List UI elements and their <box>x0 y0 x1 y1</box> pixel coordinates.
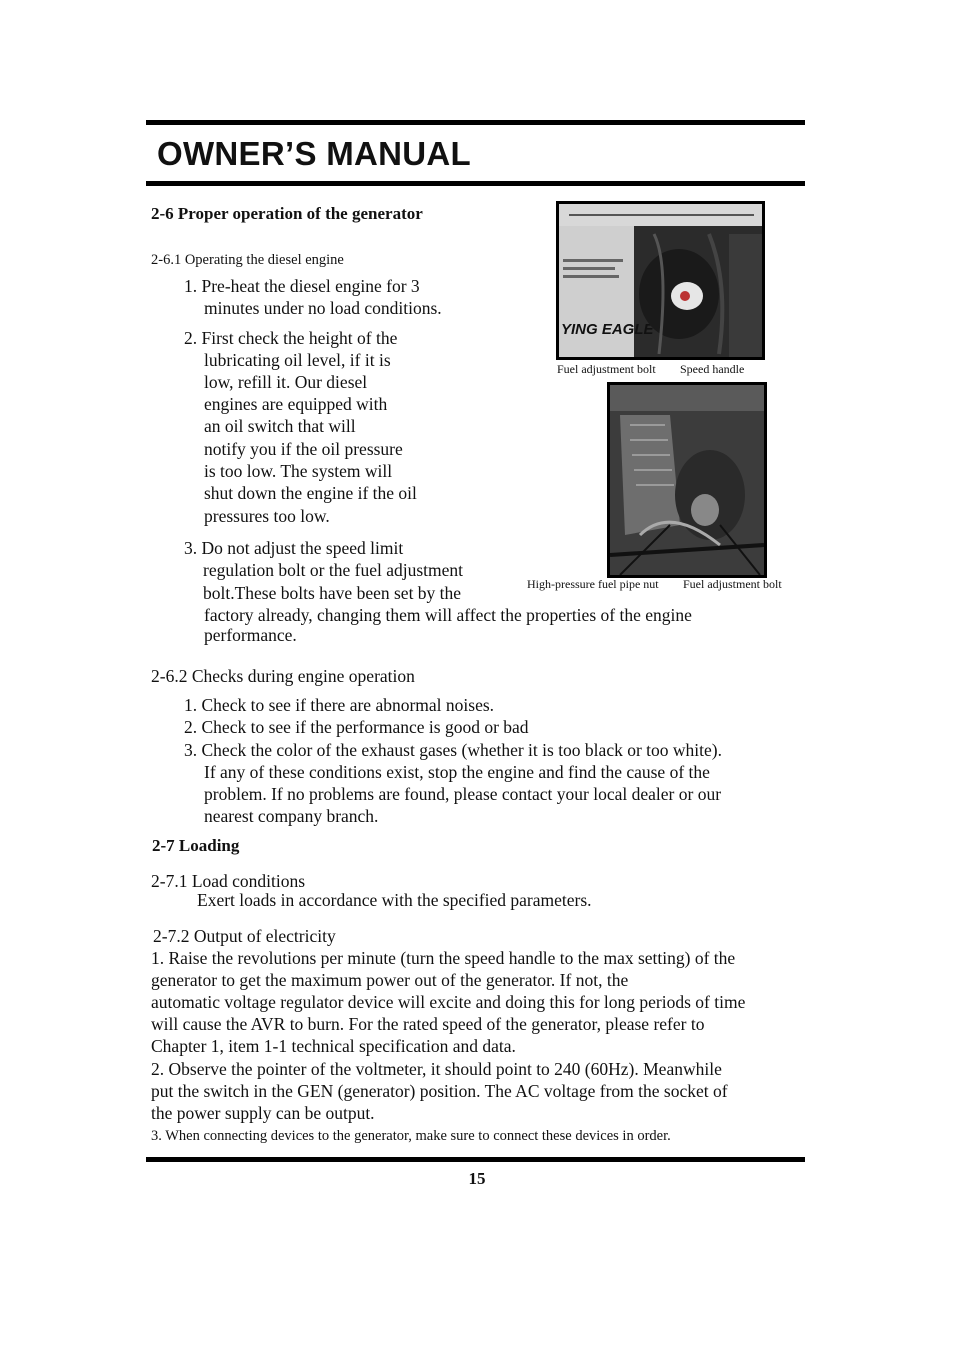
subsection-heading-2-6-1: 2-6.1 Operating the diesel engine <box>151 252 344 268</box>
photo-caption: Speed handle <box>680 362 745 376</box>
list-item: 1. Check to see if there are abnormal noises. <box>184 695 495 715</box>
list-item: engines are equipped with <box>204 394 388 414</box>
list-item: performance. <box>204 625 297 645</box>
paragraph-line: 2. Observe the pointer of the voltmeter, it should point to 240 (60Hz). Meanwhile <box>151 1059 722 1079</box>
paragraph-line: 1. Raise the revolutions per minute (turn the speed handle to the max setting) of the <box>151 948 736 968</box>
section-heading-2-7: 2-7 Loading <box>152 836 240 855</box>
section-heading-2-6: 2-6 Proper operation of the generator <box>151 204 423 223</box>
photo-caption: Fuel adjustment bolt <box>683 577 782 591</box>
list-item: is too low. The system will <box>204 461 393 481</box>
svg-text:YING EAGLE: YING EAGLE <box>561 321 654 338</box>
list-item: problem. If no problems are found, please contact your local dealer or our <box>204 784 722 804</box>
photo-caption: Fuel adjustment bolt <box>557 362 656 376</box>
list-item: an oil switch that will <box>204 416 356 436</box>
list-item: notify you if the oil pressure <box>204 439 403 459</box>
subsection-heading-2-7-1: 2-7.1 Load conditions <box>151 871 306 891</box>
paragraph-line: generator to get the maximum power out of the generator. If not, the <box>151 970 629 990</box>
list-item: regulation bolt or the fuel adjustment <box>203 560 464 580</box>
list-item: bolt.These bolts have been set by the <box>203 583 462 603</box>
top-rule <box>146 120 805 125</box>
engine-photo-bottom-image <box>610 385 764 575</box>
paragraph-line: automatic voltage regulator device will excite and doing this for long periods of time <box>151 992 746 1012</box>
list-item: factory already, changing them will affect the properties of the engine <box>204 605 692 625</box>
list-item: If any of these conditions exist, stop the engine and find the cause of the <box>204 762 710 782</box>
list-item: lubricating oil level, if it is <box>204 350 391 370</box>
header-rule <box>146 181 805 186</box>
list-item: nearest company branch. <box>204 806 379 826</box>
paragraph: Exert loads in accordance with the specified parameters. <box>197 890 592 910</box>
photo-caption: High-pressure fuel pipe nut <box>527 577 659 591</box>
subsection-heading-2-7-2: 2-7.2 Output of electricity <box>153 926 336 946</box>
list-item: 1. Pre-heat the diesel engine for 3 <box>184 276 420 296</box>
paragraph-line: put the switch in the GEN (generator) position. The AC voltage from the socket of <box>151 1081 728 1101</box>
subsection-heading-2-6-2: 2-6.2 Checks during engine operation <box>151 666 415 686</box>
list-item: 3. Check the color of the exhaust gases (whether it is too black or too white). <box>184 740 722 760</box>
list-item: 2. Check to see if the performance is good or bad <box>184 717 529 737</box>
paragraph-line: Chapter 1, item 1-1 technical specification and data. <box>151 1036 516 1056</box>
engine-photo-top-image <box>559 204 762 357</box>
list-item: 3. Do not adjust the speed limit <box>184 538 404 558</box>
paragraph-line: the power supply can be output. <box>151 1103 375 1123</box>
engine-photo-top <box>556 201 765 360</box>
engine-photo-bottom <box>607 382 767 578</box>
page-number: 15 <box>468 1169 486 1188</box>
list-item: shut down the engine if the oil <box>204 483 417 503</box>
footer-rule <box>146 1157 805 1162</box>
page-title: OWNER’S MANUAL <box>157 135 472 172</box>
list-item: low, refill it. Our diesel <box>204 372 368 392</box>
list-item: pressures too low. <box>204 506 330 526</box>
list-item: minutes under no load conditions. <box>204 298 442 318</box>
list-item: 2. First check the height of the <box>184 328 398 348</box>
paragraph-line-small: 3. When connecting devices to the generator, make sure to connect these devices in order. <box>151 1128 671 1144</box>
paragraph-line: will cause the AVR to burn. For the rated speed of the generator, please refer to <box>151 1014 705 1034</box>
